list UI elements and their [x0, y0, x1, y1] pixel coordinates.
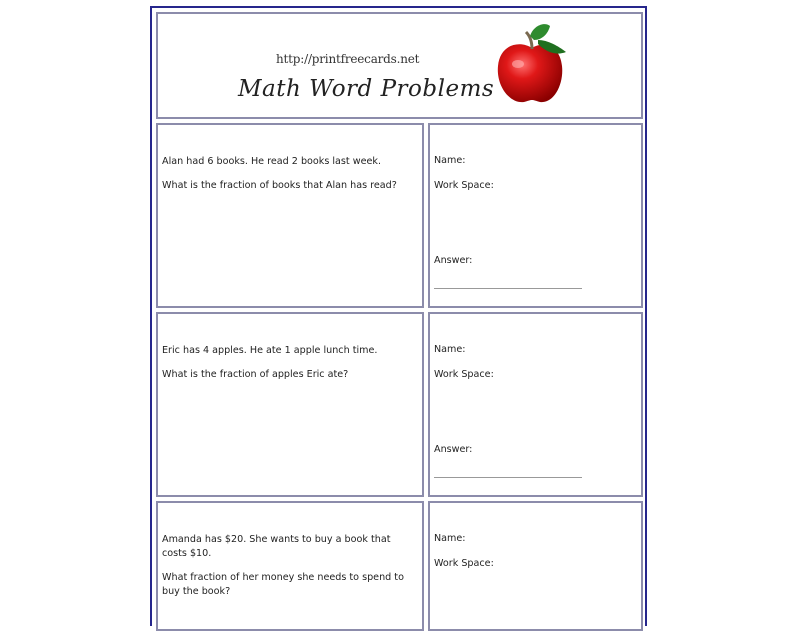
answer-line: [434, 288, 582, 289]
apple-icon: [490, 18, 574, 108]
problem-3-text: [162, 533, 418, 609]
worksheet: [150, 6, 647, 626]
answer-label: Answer:: [434, 444, 473, 455]
problem-1-question: What is the fraction of books that Alan has read?: [162, 180, 397, 191]
work-space-label: Work Space:: [434, 558, 494, 569]
problem-1-card: [156, 123, 424, 308]
problem-3-statement: Amanda has $20. She wants to buy a book that costs $10.: [162, 534, 391, 559]
answer-line: [434, 477, 582, 478]
answer-1-card: [428, 123, 643, 308]
name-label: Name:: [434, 344, 466, 355]
problem-3-question: What fraction of her money she needs to spend to buy the book?: [162, 572, 404, 597]
problem-2-card: [156, 312, 424, 497]
answer-3-card: [428, 501, 643, 631]
problem-2-statement: Eric has 4 apples. He ate 1 apple lunch time.: [162, 345, 378, 356]
problem-1-statement: Alan had 6 books. He read 2 books last week.: [162, 156, 381, 167]
problem-2-text: [162, 344, 418, 392]
worksheet-header: [156, 12, 643, 119]
work-space-label: Work Space:: [434, 180, 494, 191]
work-space-label: Work Space:: [434, 369, 494, 380]
name-label: Name:: [434, 533, 466, 544]
problem-2-question: What is the fraction of apples Eric ate?: [162, 369, 349, 380]
answer-2-card: [428, 312, 643, 497]
page-title: Math Word Problems: [238, 76, 495, 102]
site-url: http://printfreecards.net: [276, 52, 420, 66]
answer-label: Answer:: [434, 255, 473, 266]
name-label: Name:: [434, 155, 466, 166]
problem-1-text: [162, 155, 418, 203]
problem-3-card: [156, 501, 424, 631]
